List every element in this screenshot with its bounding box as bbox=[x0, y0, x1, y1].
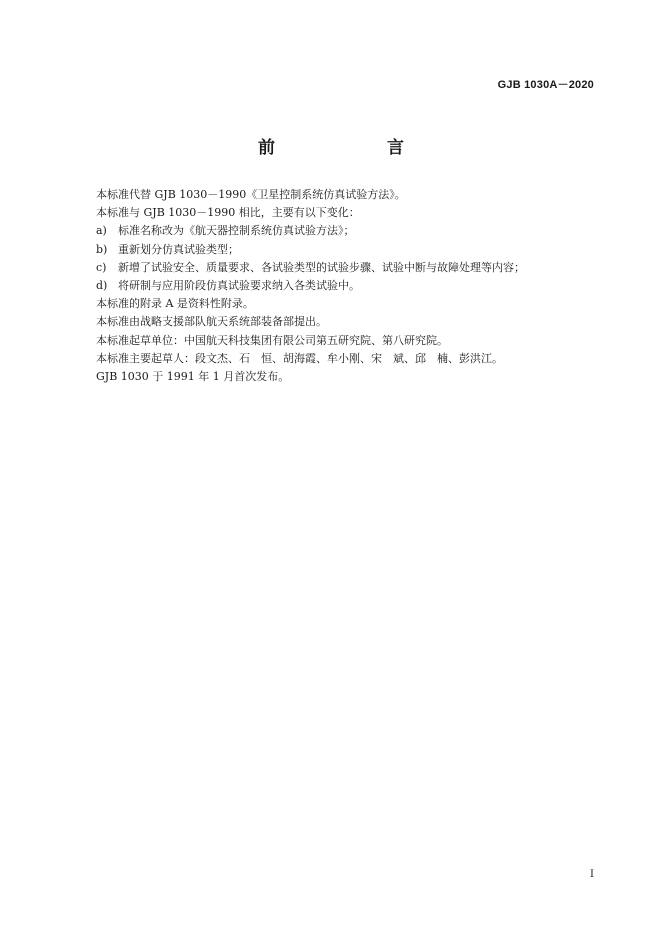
paragraph-drafting-units: 本标准起草单位：中国航天科技集团有限公司第五研究院、第八研究院。 bbox=[96, 333, 448, 347]
change-text: 新增了试验安全、质量要求、各试验类型的试验步骤、试验中断与故障处理等内容； bbox=[118, 260, 525, 274]
foreword-body bbox=[96, 186, 576, 386]
paragraph-proposer: 本标准由战略支援部队航天系统部装备部提出。 bbox=[96, 315, 327, 329]
page-title: 前 言 bbox=[258, 138, 430, 158]
change-item-c bbox=[96, 259, 576, 277]
change-text: 标准名称改为《航天器控制系统仿真试验方法》； bbox=[118, 224, 355, 238]
paragraph-first-release: GJB 1030 于 1991 年 1 月首次发布。 bbox=[96, 370, 290, 384]
page-number: I bbox=[590, 869, 594, 880]
list-marker: b) bbox=[96, 242, 108, 256]
list-marker: d) bbox=[96, 279, 108, 293]
paragraph-drafters: 本标准主要起草人：段文杰、石 恒、胡海霞、牟小刚、宋 斌、邱 楠、彭洪江。 bbox=[96, 351, 503, 365]
list-marker: c) bbox=[96, 260, 107, 274]
change-text: 将研制与应用阶段仿真试验要求纳入各类试验中。 bbox=[118, 279, 360, 293]
list-marker: a) bbox=[96, 224, 107, 238]
paragraph-appendix: 本标准的附录 A 是资料性附录。 bbox=[96, 297, 254, 311]
change-text: 重新划分仿真试验类型； bbox=[118, 242, 239, 256]
standard-code-header: GJB 1030A－2020 bbox=[497, 79, 594, 91]
paragraph-changes-intro: 本标准与 GJB 1030－1990 相比，主要有以下变化： bbox=[96, 206, 360, 220]
paragraph-replaces-standard: 本标准代替 GJB 1030－1990《卫星控制系统仿真试验方法》。 bbox=[96, 188, 406, 201]
change-item-b bbox=[96, 241, 576, 259]
change-item-a bbox=[96, 222, 576, 240]
change-item-d bbox=[96, 277, 576, 295]
